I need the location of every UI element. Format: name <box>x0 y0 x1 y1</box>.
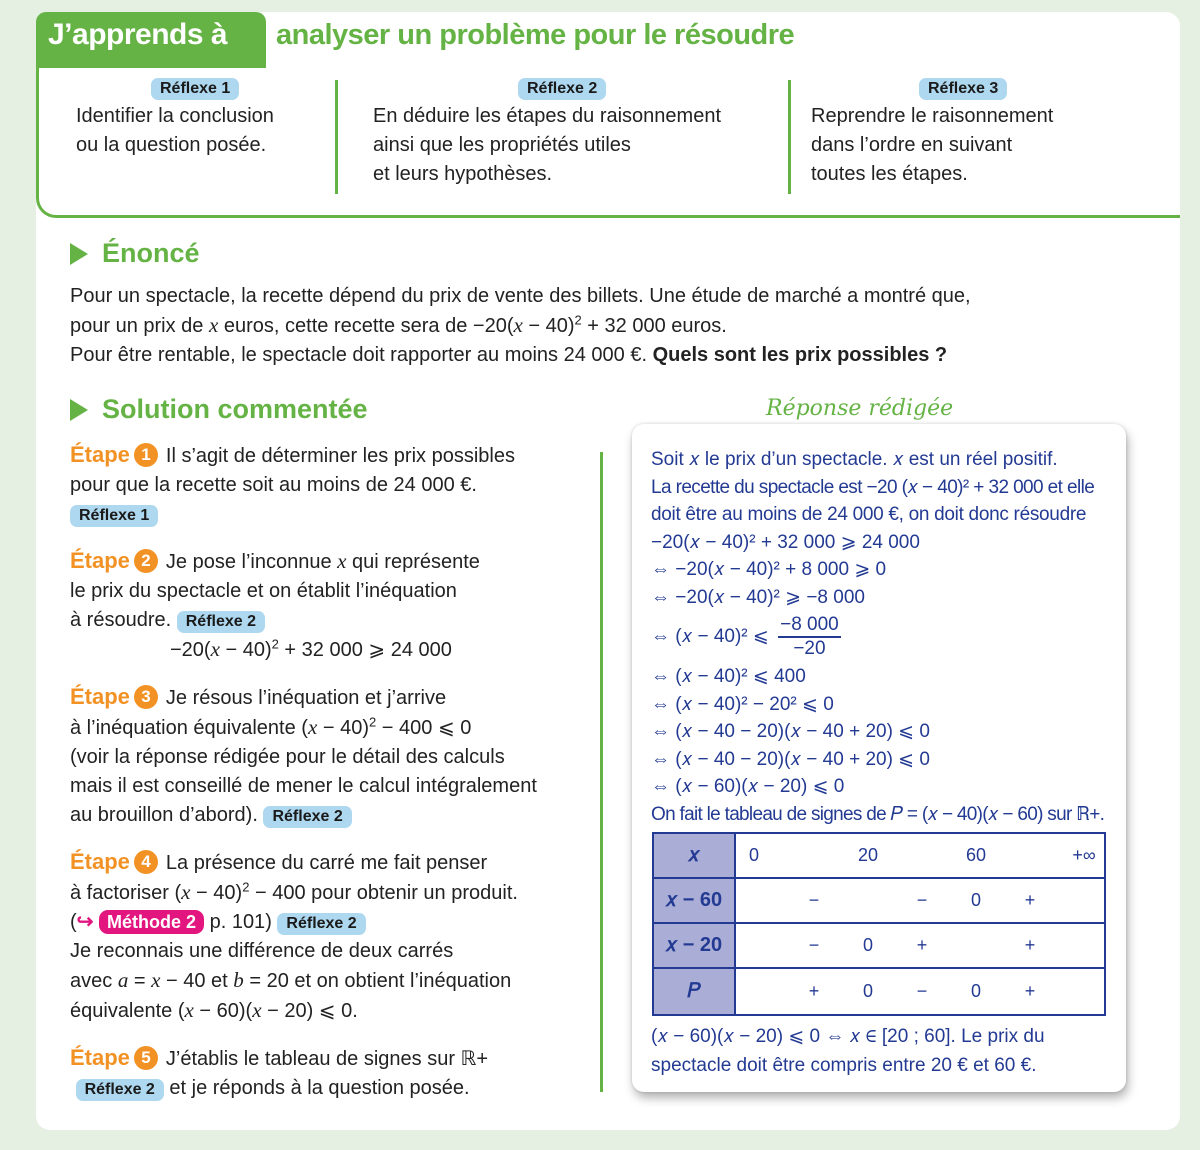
sign: + <box>1024 935 1036 955</box>
sign: − <box>808 890 820 910</box>
reflex-1 <box>76 78 336 160</box>
enonce-heading <box>70 238 200 269</box>
text: et je réponds à la question posée. <box>163 1077 470 1099</box>
var-x: x <box>513 313 523 337</box>
text: équivalente ( <box>70 1000 185 1022</box>
reflex-3 <box>811 78 1131 189</box>
steps-list <box>70 440 580 1120</box>
reflex-badge: Réflexe 2 <box>518 78 606 100</box>
etape-label: Étape <box>70 442 130 467</box>
answer-line: ⇔ −20(𝑥 − 40)² ⩾ −8 000 <box>651 586 865 608</box>
paren-close: ) <box>265 911 278 933</box>
sign: − <box>808 935 820 955</box>
etape-label: Étape <box>70 849 130 874</box>
var-x: x <box>252 998 262 1022</box>
text: − 20) ⩽ 0. <box>261 1000 358 1022</box>
step-number-icon: 1 <box>134 443 158 467</box>
step-4 <box>70 847 580 1026</box>
reflex-2 <box>373 78 773 189</box>
answer-conclusion <box>651 1022 1111 1080</box>
reflex-badge: Réflexe 2 <box>76 1079 164 1101</box>
reflex-line: et leurs hypothèses. <box>373 163 552 185</box>
reflex-text <box>373 102 773 189</box>
answer-line: La recette du spectacle est −20 (𝑥 − 40)² + 32 000 et elle <box>651 476 1095 498</box>
sign: + <box>808 981 820 1001</box>
answer-line: −20(𝑥 − 40)² + 32 000 ⩾ 24 000 <box>651 531 920 553</box>
column-separator <box>600 452 603 1092</box>
reflex-line: toutes les étapes. <box>811 163 968 185</box>
text: pour un prix de <box>70 315 209 337</box>
step-3 <box>70 682 580 830</box>
answer-line: Soit 𝑥 le prix d’un spectacle. 𝑥 est un réel positif. <box>651 449 1058 470</box>
row-header: 𝑥 <box>654 834 736 877</box>
answer-line: ⇔ (𝑥 − 60)(𝑥 − 20) ⩽ 0 <box>651 776 845 797</box>
step-number-icon: 5 <box>134 1046 158 1070</box>
reflex-line: dans l’ordre en suivant <box>811 134 1013 156</box>
text: − 40) <box>317 717 369 739</box>
row-header: 𝑥 − 60 <box>654 879 736 922</box>
text: Pour être rentable, le spectacle doit rapporter au moins 24 000 €. <box>70 344 653 366</box>
conclusion-line: (𝑥 − 60)(𝑥 − 20) ⩽ 0 ⇔ 𝑥 ∈ [20 ; 60]. Le prix du <box>651 1026 1045 1047</box>
answer-line: On fait le tableau de signes de 𝑃 = (𝑥 − 40)(𝑥 − 60) sur ℝ+. <box>651 803 1105 825</box>
reflex-line: ainsi que les propriétés utiles <box>373 134 631 156</box>
title-tab: J’apprends à <box>36 12 266 68</box>
text: − 40) <box>190 882 243 904</box>
numerator: −8 000 <box>778 614 841 638</box>
text: + 32 000 euros. <box>581 315 727 337</box>
etape-label: Étape <box>70 684 130 709</box>
text: − 40) <box>219 639 272 661</box>
etape-label: Étape <box>70 1045 130 1070</box>
reflex-badge: Réflexe 1 <box>151 78 239 100</box>
sign: + <box>916 935 928 955</box>
text: qui représente <box>346 551 480 573</box>
x-value: 0 <box>748 845 760 865</box>
sign-table <box>652 832 1106 1016</box>
reflex-badge: Réflexe 2 <box>177 611 265 633</box>
answer-line-fraction <box>651 611 1111 663</box>
var-x: x <box>210 637 220 661</box>
sign: + <box>1024 981 1036 1001</box>
text: à factoriser ( <box>70 882 182 904</box>
x-value: 20 <box>857 845 879 865</box>
solution-heading-text: Solution commentée <box>102 394 368 424</box>
text: Il s’agit de déterminer les prix possibles <box>165 445 515 467</box>
text: J’établis le tableau de signes sur ℝ+ <box>165 1048 489 1070</box>
reflex-text <box>76 102 336 160</box>
equation <box>70 636 452 661</box>
conclusion-line: spectacle doit être compris entre 20 € et 60 €. <box>651 1055 1037 1076</box>
row-header: 𝑃 <box>654 969 736 1014</box>
fraction <box>778 614 841 660</box>
answer-title: Réponse rédigée <box>766 396 954 421</box>
sign-table-row-p <box>654 969 1104 1014</box>
answer-line: ⇔ −20(𝑥 − 40)² + 8 000 ⩾ 0 <box>651 559 887 580</box>
sign-table-row-x <box>654 834 1104 879</box>
var-b: b <box>233 968 244 992</box>
reflex-line: Identifier la conclusion <box>76 105 274 127</box>
reflex-line: En déduire les étapes du raisonnement <box>373 105 722 127</box>
reflex-badge: Réflexe 1 <box>70 505 158 527</box>
answer-line: doit être au moins de 24 000 €, on doit donc résoudre <box>651 504 1087 525</box>
text: −20( <box>170 639 211 661</box>
var-x: x <box>307 715 318 739</box>
reflex-badge: Réflexe 2 <box>277 913 365 935</box>
text: à l’inéquation équivalente ( <box>70 717 308 739</box>
var-x: x <box>181 880 191 904</box>
text: avec <box>70 970 118 992</box>
text: La présence du carré me fait penser <box>165 852 488 874</box>
sign-table-row-x-20 <box>654 924 1104 969</box>
answer-line: ⇔ (𝑥 − 40)² − 20² ⩽ 0 <box>651 693 834 715</box>
page-title: analyser un problème pour le résoudre <box>276 19 795 51</box>
answer-line: ⇔ (𝑥 − 40 − 20)(𝑥 − 40 + 20) ⩽ 0 <box>651 721 930 742</box>
step-5 <box>70 1043 580 1103</box>
text: pour que la recette soit au moins de 24 000 €. <box>70 474 477 496</box>
step-2 <box>70 546 580 665</box>
text: − 40 et <box>160 970 234 992</box>
arrow-return-icon: ↪ <box>76 911 94 933</box>
sign: 0 <box>862 969 874 1014</box>
answer-line: ⇔ (𝑥 − 40 − 20)(𝑥 − 40 + 20) ⩽ 0 <box>651 748 930 770</box>
text: = <box>128 970 152 992</box>
text: − 40) <box>522 315 575 337</box>
x-value: +∞ <box>1072 845 1096 865</box>
sign: − <box>916 981 928 1001</box>
sign: 0 <box>970 969 982 1014</box>
enonce-line <box>70 311 1070 341</box>
step-number-icon: 4 <box>134 850 158 874</box>
sign: 0 <box>862 924 874 967</box>
text: = 20 et on obtient l’inéquation <box>243 970 512 992</box>
step-number-icon: 3 <box>134 685 158 709</box>
enonce-line: Pour un spectacle, la recette dépend du prix de vente des billets. Une étude de marché a montré que, <box>70 285 971 307</box>
question: Quels sont les prix possibles ? <box>652 344 948 366</box>
text: Je pose l’inconnue <box>165 551 338 573</box>
text: (voir la réponse rédigée pour le détail des calculs <box>70 746 505 768</box>
denominator: −20 <box>793 637 826 659</box>
exponent: 2 <box>242 879 250 895</box>
row-header: 𝑥 − 20 <box>654 924 736 967</box>
reflex-line: ou la question posée. <box>76 134 267 156</box>
var-x: x <box>337 549 347 573</box>
triangle-icon <box>70 399 88 421</box>
separator <box>335 80 338 194</box>
solution-heading <box>70 394 368 425</box>
answer-text <box>651 446 1111 828</box>
exponent: 2 <box>271 636 279 652</box>
var-x: x <box>184 998 194 1022</box>
text: euros, cette recette sera de −20( <box>218 315 514 337</box>
sign-table-row-x-60 <box>654 879 1104 924</box>
triangle-icon <box>70 243 88 265</box>
step-1 <box>70 440 580 529</box>
text: − 400 pour obtenir un produit. <box>249 882 518 904</box>
text: le prix du spectacle et on établit l’inéquation <box>70 580 457 602</box>
reflex-line: Reprendre le raisonnement <box>811 105 1054 127</box>
separator <box>788 80 791 194</box>
exponent: 2 <box>368 714 377 730</box>
reflex-badge: Réflexe 2 <box>263 806 351 828</box>
x-value: 60 <box>965 845 987 865</box>
methode-link[interactable]: Méthode 2 <box>99 910 204 934</box>
reflex-text <box>811 102 1131 189</box>
text: − 400 ⩽ 0 <box>376 717 472 739</box>
text: à résoudre. <box>70 609 177 631</box>
text: ⇔ (𝑥 − 40)² ⩽ <box>651 626 775 647</box>
var-x: x <box>151 968 161 992</box>
enonce-heading-text: Énoncé <box>102 238 200 268</box>
sign: + <box>1024 890 1036 910</box>
sign: − <box>916 890 928 910</box>
exponent: 2 <box>574 312 582 328</box>
var-a: a <box>117 968 129 992</box>
paren-open: ( <box>70 911 77 933</box>
etape-label: Étape <box>70 548 130 573</box>
reflex-badge: Réflexe 3 <box>919 78 1007 100</box>
text: Je reconnais une différence de deux carrés <box>70 940 454 962</box>
enonce-text <box>70 282 1070 370</box>
page-ref: p. 101 <box>209 911 266 933</box>
var-x: x <box>208 313 219 337</box>
text: au brouillon d’abord). <box>70 804 264 826</box>
sign: 0 <box>970 879 982 922</box>
text: − 60)( <box>193 1000 253 1022</box>
text: Je résous l’inéquation et j’arrive <box>165 687 447 709</box>
text: mais il est conseillé de mener le calcul intégralement <box>70 775 537 797</box>
enonce-line <box>70 341 1070 370</box>
step-number-icon: 2 <box>134 549 158 573</box>
answer-line: ⇔ (𝑥 − 40)² ⩽ 400 <box>651 666 806 687</box>
text: + 32 000 ⩾ 24 000 <box>278 639 452 661</box>
